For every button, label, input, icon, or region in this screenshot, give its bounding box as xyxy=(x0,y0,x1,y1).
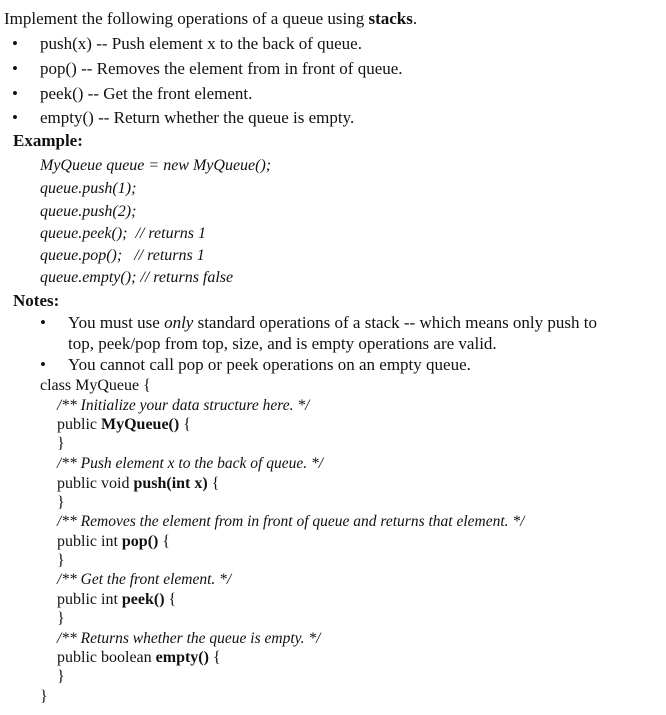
method-modifier: public int xyxy=(57,591,122,608)
method-modifier: public void xyxy=(57,475,134,492)
method-signature: peek() xyxy=(121,591,165,608)
method-constructor xyxy=(57,415,191,435)
method-brace: { xyxy=(208,649,221,666)
method-modifier: public xyxy=(57,416,101,433)
method-brace: { xyxy=(207,475,220,492)
bullet-dot-icon: • xyxy=(12,59,18,78)
method-signature: empty() xyxy=(155,649,209,666)
intro-line xyxy=(4,9,417,29)
bullet-dot-icon: • xyxy=(40,313,46,332)
method-push xyxy=(57,474,219,494)
bullet-dot-icon: • xyxy=(12,34,18,53)
method-signature: MyQueue() xyxy=(101,416,180,433)
note-1-line-1 xyxy=(68,313,597,333)
closing-brace: } xyxy=(57,668,65,685)
method-modifier: public int xyxy=(57,533,122,550)
method-peek xyxy=(57,590,176,610)
example-heading: Example: xyxy=(13,131,83,150)
example-line: MyQueue queue = new MyQueue(); xyxy=(40,157,272,174)
closing-brace: } xyxy=(57,552,65,569)
intro-suffix: . xyxy=(412,9,418,28)
bullet-dot-icon: • xyxy=(12,84,18,103)
op-pop: pop() -- Removes the element from in front of queue. xyxy=(40,59,403,78)
example-line: queue.push(2); xyxy=(40,203,137,220)
op-empty: empty() -- Return whether the queue is empty. xyxy=(40,108,355,127)
class-declaration: class MyQueue { xyxy=(40,377,151,394)
intro-bold: stacks xyxy=(368,9,413,28)
method-modifier: public boolean xyxy=(57,649,156,666)
closing-brace: } xyxy=(57,610,65,627)
notes-heading: Notes: xyxy=(13,291,60,310)
class-closing-brace: } xyxy=(40,688,48,705)
closing-brace: } xyxy=(57,494,65,511)
method-signature: push(int x) xyxy=(133,475,208,492)
note-1-text-a: You must use xyxy=(68,313,165,332)
note-1-text-b: standard operations of a stack -- which means only push to xyxy=(193,313,597,332)
note-1-emphasis: only xyxy=(164,313,194,332)
method-signature: pop() xyxy=(121,533,159,550)
bullet-dot-icon: • xyxy=(12,108,18,127)
op-peek: peek() -- Get the front element. xyxy=(40,84,253,103)
note-2: You cannot call pop or peek operations on an empty queue. xyxy=(68,355,471,374)
method-brace: { xyxy=(164,591,177,608)
comment-initialize: /** Initialize your data structure here. */ xyxy=(57,397,310,414)
comment-pop: /** Removes the element from in front of queue and returns that element. */ xyxy=(57,513,525,530)
method-empty xyxy=(57,648,221,668)
method-pop xyxy=(57,532,170,552)
example-line: queue.peek(); // returns 1 xyxy=(40,225,207,242)
op-push: push(x) -- Push element x to the back of queue. xyxy=(40,34,362,53)
method-brace: { xyxy=(158,533,171,550)
comment-push: /** Push element x to the back of queue. */ xyxy=(57,455,324,472)
example-line: queue.push(1); xyxy=(40,180,137,197)
comment-peek: /** Get the front element. */ xyxy=(57,571,232,588)
intro-prefix: Implement the following operations of a queue using xyxy=(4,9,369,28)
comment-empty: /** Returns whether the queue is empty. */ xyxy=(57,630,321,647)
note-1-line-2: top, peek/pop from top, size, and is empty operations are valid. xyxy=(68,334,497,353)
example-line: queue.pop(); // returns 1 xyxy=(40,247,205,264)
closing-brace: } xyxy=(57,435,65,452)
bullet-dot-icon: • xyxy=(40,355,46,374)
example-line: queue.empty(); // returns false xyxy=(40,269,234,286)
method-brace: { xyxy=(179,416,191,433)
